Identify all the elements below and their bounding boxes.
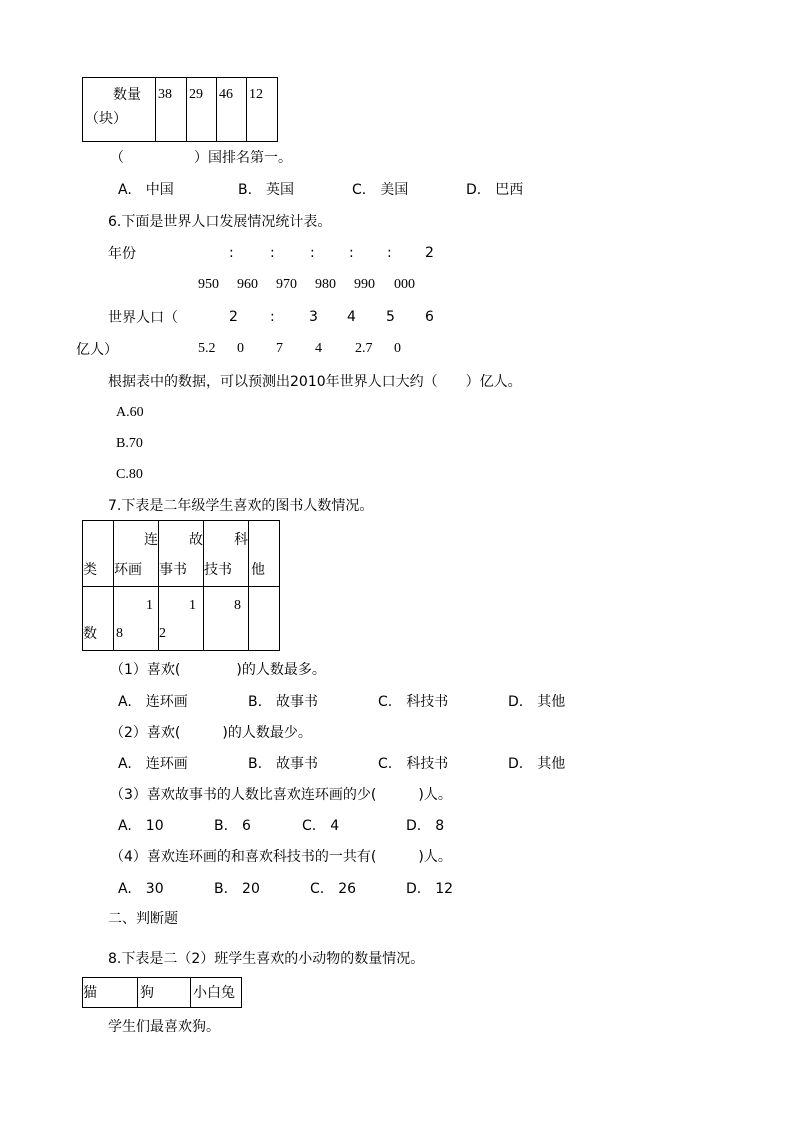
q6-pop-frag-bottom: 0	[394, 341, 401, 356]
q5-option-b: B. 英国	[238, 182, 295, 198]
q7-sub4-option-d: D. 12	[406, 881, 454, 897]
q7-cell: 科 技书	[204, 521, 249, 587]
q7-sub1-option-b: B. 故事书	[248, 694, 319, 710]
q5-option-d: D. 巴西	[466, 182, 524, 198]
q6-year-frag-bottom: 970	[276, 277, 297, 292]
q7-cell: 故 事书	[159, 521, 204, 587]
q7-cell: 类	[83, 521, 114, 587]
q7-sub4-option-c: C. 26	[310, 881, 357, 897]
q7-sub4-option-a: A. 30	[118, 881, 164, 897]
q6-year-frag-top: :	[387, 245, 392, 261]
q7-cell: 8	[204, 587, 249, 651]
q7-table	[82, 520, 280, 651]
q6-pop-label-2: 亿人）	[76, 342, 118, 358]
q5-option-a: A. 中国	[118, 182, 174, 198]
q6-pop-frag-top: 4	[347, 309, 356, 325]
q6-pop-frag-top: 5	[386, 309, 395, 325]
q7-sub3-option-a: A. 10	[118, 818, 164, 834]
q6-year-frag-top: :	[310, 245, 315, 261]
q8-title: 8.下表是二（2）班学生喜欢的小动物的数量情况。	[108, 951, 425, 967]
q7-sub1-option-a: A. 连环画	[118, 694, 188, 710]
q8-statement: 学生们最喜欢狗。	[108, 1019, 220, 1035]
q7-title: 7.下表是二年级学生喜欢的图书人数情况。	[108, 498, 374, 514]
q5-value-cell: 46	[217, 78, 247, 142]
q6-pop-frag-bottom: 0	[237, 341, 244, 356]
q6-option-c: C.80	[116, 467, 143, 482]
q8-table	[82, 977, 242, 1008]
q6-pop-frag-bottom: 5.2	[198, 341, 216, 356]
q6-pop-frag-bottom: 4	[315, 341, 322, 356]
q6-pop-frag-bottom: 7	[276, 341, 283, 356]
q6-title: 6.下面是世界人口发展情况统计表。	[108, 214, 332, 230]
q6-year-frag-top: :	[270, 245, 275, 261]
q7-cell: 他	[249, 521, 280, 587]
q7-sub4: （4）喜欢连环画的和喜欢科技书的一共有( )人。	[110, 849, 452, 865]
q6-pop-frag-top: 3	[309, 309, 318, 325]
q6-year-frag-top: :	[229, 245, 234, 261]
q6-option-b: B.70	[116, 436, 143, 451]
q7-sub2-option-a: A. 连环画	[118, 756, 188, 772]
q6-year-frag-bottom: 950	[198, 277, 219, 292]
q7-sub3-option-c: C. 4	[302, 818, 340, 834]
q6-pop-frag-top: 2	[229, 309, 238, 325]
q7-sub2-option-b: B. 故事书	[248, 756, 319, 772]
q6-pop-frag-top: :	[270, 309, 275, 325]
q6-year-frag-bottom: 960	[237, 277, 258, 292]
q6-year-frag-top: :	[349, 245, 354, 261]
q5-prompt: （ ）国排名第一。	[110, 150, 292, 166]
q5-table	[82, 77, 278, 142]
section-2-title: 二、判断题	[108, 911, 178, 927]
q6-year-frag-bottom: 980	[315, 277, 336, 292]
q8-header-cat: 猫	[83, 978, 138, 1008]
q6-pop-frag-top: 6	[425, 309, 434, 325]
q5-value-cell: 38	[156, 78, 187, 142]
q7-sub2-option-d: D. 其他	[508, 756, 566, 772]
q7-cell: 1 8	[114, 587, 159, 651]
q7-sub3-option-d: D. 8	[406, 818, 445, 834]
q8-header-rabbit: 小白兔	[191, 978, 242, 1008]
q7-sub1-option-c: C. 科技书	[378, 694, 449, 710]
q7-sub2: （2）喜欢( )的人数最少。	[110, 725, 312, 741]
q7-sub4-option-b: B. 20	[214, 881, 260, 897]
q5-table-row-label	[83, 78, 156, 142]
q7-cell: 1 2	[159, 587, 204, 651]
q6-year-frag-top: 2	[425, 245, 434, 261]
q7-cell	[249, 587, 280, 651]
q5-row-label-2: （块）	[85, 111, 127, 127]
q6-year-frag-bottom: 990	[354, 277, 375, 292]
q5-option-c: C. 美国	[352, 182, 409, 198]
q5-value-cell: 12	[247, 78, 278, 142]
q7-sub3-option-b: B. 6	[214, 818, 251, 834]
q7-sub1-option-d: D. 其他	[508, 694, 566, 710]
q7-cell: 数	[83, 587, 114, 651]
q7-sub1: （1）喜欢( )的人数最多。	[110, 662, 326, 678]
q6-year-frag-bottom: 000	[394, 277, 415, 292]
q7-cell: 连 环画	[114, 521, 159, 587]
q6-question: 根据表中的数据，可以预测出2010年世界人口大约（ ）亿人。	[108, 374, 522, 390]
q6-option-a: A.60	[116, 405, 144, 420]
q7-sub2-option-c: C. 科技书	[378, 756, 449, 772]
q6-year-label: 年份	[108, 246, 136, 262]
q5-row-label-1: 数量	[113, 87, 141, 103]
q8-header-dog: 狗	[138, 978, 191, 1008]
q7-sub3: （3）喜欢故事书的人数比喜欢连环画的少( )人。	[110, 787, 452, 803]
q5-value-cell: 29	[187, 78, 217, 142]
q6-pop-frag-bottom: 2.7	[355, 341, 373, 356]
q6-pop-label-1: 世界人口（	[108, 310, 178, 326]
